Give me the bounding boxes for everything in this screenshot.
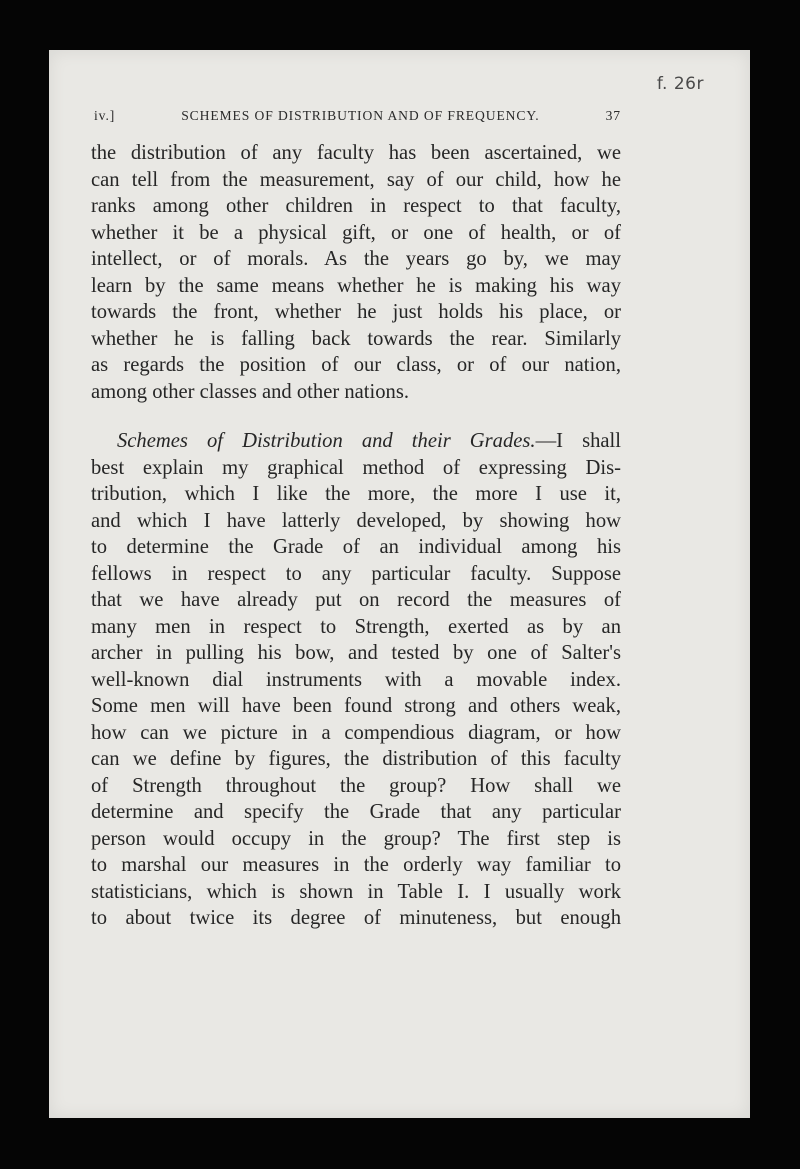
folio-annotation: f. 26r bbox=[656, 74, 704, 94]
page-number: 37 bbox=[605, 108, 621, 123]
text-line: and which I have latterly developed, by showing how bbox=[91, 509, 621, 532]
text-line: to about twice its degree of minuteness, but enough bbox=[91, 907, 621, 929]
text-fragment: —I shall bbox=[535, 430, 622, 452]
text-line: towards the front, whether he just holds his place, or bbox=[91, 301, 621, 323]
text-line: intellect, or of morals. As the years go by, we may bbox=[91, 248, 621, 270]
section-heading: Schemes of Distribution and their Grades. bbox=[117, 430, 536, 452]
text-line: to marshal our measures in the orderly way familiar to bbox=[91, 854, 621, 876]
text-line: that we have already put on record the measures of bbox=[91, 589, 621, 611]
text-line: of Strength throughout the group? How shall we bbox=[91, 774, 621, 797]
text-line: determine and specify the Grade that any particular bbox=[91, 801, 621, 823]
text-line: statisticians, which is shown in Table I. I usually work bbox=[91, 880, 621, 903]
running-head bbox=[94, 108, 621, 124]
text-line: archer in pulling his bow, and tested by one of Salter's bbox=[91, 642, 621, 664]
text-line: tribution, which I like the more, the more I use it, bbox=[91, 483, 621, 505]
paragraph-2-first-line bbox=[91, 428, 621, 455]
text-line: best explain my graphical method of expressing Dis- bbox=[91, 456, 621, 479]
body-text bbox=[91, 140, 621, 932]
text-line: person would occupy in the group? The first step is bbox=[91, 827, 621, 850]
running-head-title: SCHEMES OF DISTRIBUTION AND OF FREQUENCY. bbox=[181, 108, 540, 123]
text-line: the distribution of any faculty has been ascertained, we bbox=[91, 142, 621, 164]
text-line: well-known dial instruments with a movable index. bbox=[91, 668, 621, 691]
text-line: Some men will have been found strong and others weak, bbox=[91, 695, 621, 717]
paragraph-2 bbox=[91, 428, 621, 932]
text-line: fellows in respect to any particular faculty. Suppose bbox=[91, 562, 621, 585]
text-line: can tell from the measurement, say of our child, how he bbox=[91, 168, 621, 191]
text-line: learn by the same means whether he is making his way bbox=[91, 274, 621, 297]
paragraph-1 bbox=[91, 140, 621, 405]
text-line: whether he is falling back towards the rear. Similarly bbox=[91, 327, 621, 350]
text-line: whether it be a physical gift, or one of health, or of bbox=[91, 221, 621, 244]
text-line: ranks among other children in respect to that faculty, bbox=[91, 195, 621, 217]
text-line: how can we picture in a compendious diagram, or how bbox=[91, 721, 621, 744]
text-line: as regards the position of our class, or of our nation, bbox=[91, 354, 621, 376]
text-line: can we define by figures, the distribution of this faculty bbox=[91, 748, 621, 770]
text-line: among other classes and other nations. bbox=[91, 380, 409, 403]
text-line: to determine the Grade of an individual among his bbox=[91, 536, 621, 558]
section-number: iv.] bbox=[94, 108, 116, 123]
text-line: many men in respect to Strength, exerted as by an bbox=[91, 615, 621, 638]
